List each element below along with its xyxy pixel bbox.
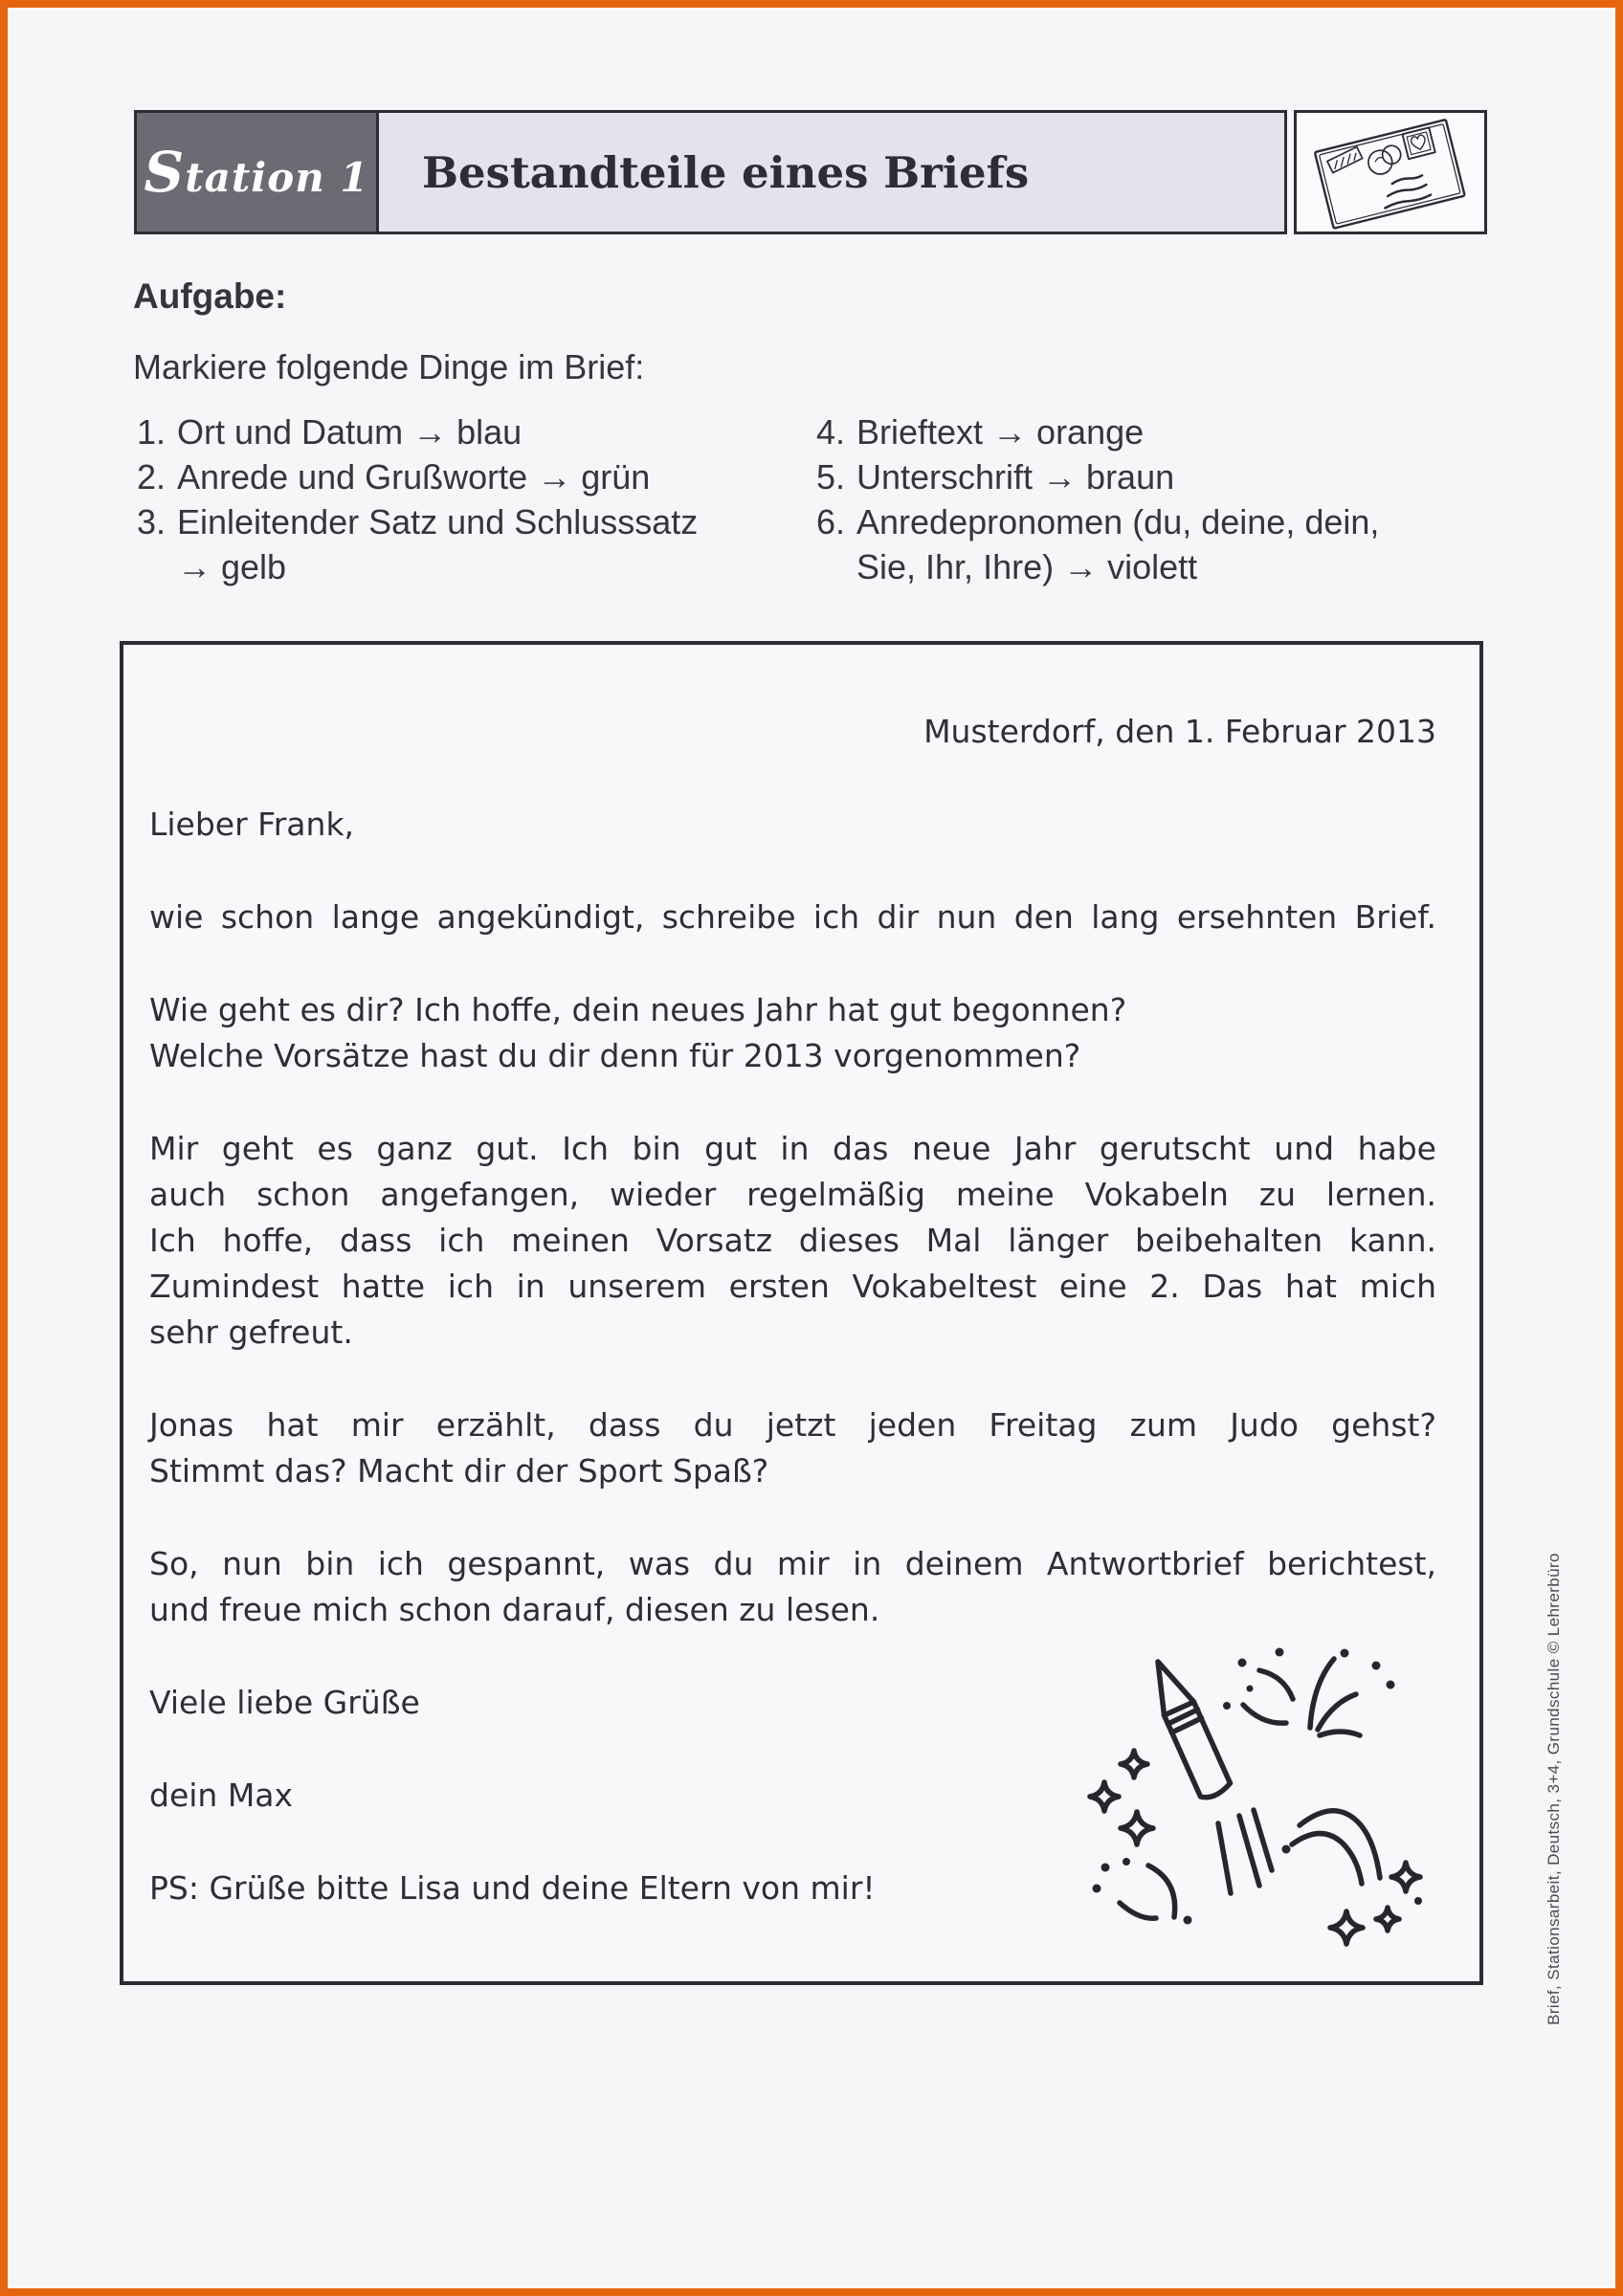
letter-line: Viele liebe Grüße — [149, 1684, 420, 1721]
item-number: 3. — [137, 502, 167, 541]
letter-line: sehr gefreut. — [149, 1314, 353, 1351]
letter-line: PS: Grüße bitte Lisa und deine Eltern von mir! — [149, 1869, 876, 1907]
letter-line: dein Max — [149, 1777, 294, 1814]
envelope-image-box — [1294, 110, 1487, 234]
letter-line: Wie geht es dir? Ich hoffe, dein neues Jahr hat gut begonnen? — [149, 991, 1127, 1028]
item-text: Brieftext → orange — [856, 412, 1145, 452]
list-item — [137, 499, 788, 589]
task-list-right — [816, 409, 1486, 589]
envelope-icon — [1297, 113, 1484, 232]
letter-line: wie schon lange angekündigt, schreibe ich dir nun den lang ersehnten Brief. — [149, 898, 1436, 936]
item-text: Ort und Datum → blau — [177, 412, 522, 452]
station-label: Station 1 — [144, 140, 369, 205]
item-text: Einleitender Satz und Schlusssatz → gelb — [177, 502, 699, 586]
worksheet-title: Bestandteile eines Briefs — [422, 146, 1030, 198]
letter-paragraph — [149, 1126, 1436, 1356]
letter-date: Musterdorf, den 1. Februar 2013 — [923, 713, 1436, 750]
letter-line: und freue mich schon darauf, diesen zu lesen. — [149, 1591, 880, 1628]
item-number: 1. — [137, 412, 167, 452]
item-text: Anredepronomen (du, deine, dein, Sie, Ihr, Ihre) → violett — [856, 502, 1380, 586]
list-item — [816, 454, 1486, 499]
letter-paragraph — [149, 987, 1436, 1079]
task-heading: Aufgabe: — [133, 276, 287, 316]
task-list-left — [137, 409, 788, 589]
item-text: Anrede und Grußworte → grün — [177, 457, 651, 497]
letter-paragraph — [149, 894, 1436, 940]
list-item — [816, 409, 1486, 454]
letter-line: Jonas hat mir erzählt, dass du jetzt jeden Freitag zum Judo gehst? — [149, 1406, 1436, 1444]
letter-line: So, nun bin ich gespannt, was du mir in deinem Antwortbrief berichtest, — [149, 1545, 1436, 1582]
item-number: 4. — [816, 412, 846, 452]
task-intro: Markiere folgende Dinge im Brief: — [133, 347, 645, 386]
letter-salutation: Lieber Frank, — [149, 806, 355, 843]
list-item — [137, 454, 788, 499]
letter-line: Mir geht es ganz gut. Ich bin gut in das neue Jahr gerutscht und habe — [149, 1130, 1436, 1167]
copyright-vertical-text: Brief, Stationsarbeit, Deutsch, 3+4, Grundschule © Lehrerbüro — [1545, 1553, 1563, 2025]
letter-line: Zumindest hatte ich in unserem ersten Vokabeltest eine 2. Das hat mich — [149, 1268, 1436, 1305]
letter-document — [120, 641, 1483, 1985]
item-number: 6. — [816, 502, 846, 541]
letter-date-block — [149, 709, 1436, 755]
item-text: Unterschrift → braun — [856, 457, 1175, 497]
list-item — [816, 499, 1486, 589]
letter-line: Ich hoffe, dass ich meinen Vorsatz dieses Mal länger beibehalten kann. — [149, 1222, 1436, 1259]
letter-salutation-block — [149, 802, 1436, 848]
letter-paragraph — [149, 1541, 1436, 1633]
letter-line: Welche Vorsätze hast du dir denn für 2013 vorgenommen? — [149, 1037, 1081, 1074]
letter-line: auch schon angefangen, wieder regelmäßig meine Vokabeln zu lernen. — [149, 1176, 1436, 1213]
rocket-fireworks-icon — [1072, 1641, 1455, 1971]
list-item — [137, 409, 788, 454]
item-number: 2. — [137, 457, 167, 497]
item-number: 5. — [816, 457, 846, 497]
letter-paragraph — [149, 1402, 1436, 1494]
worksheet-header — [134, 110, 1287, 234]
station-label-box — [137, 113, 379, 232]
worksheet-title-box — [379, 113, 1284, 232]
letter-line: Stimmt das? Macht dir der Sport Spaß? — [149, 1452, 769, 1490]
